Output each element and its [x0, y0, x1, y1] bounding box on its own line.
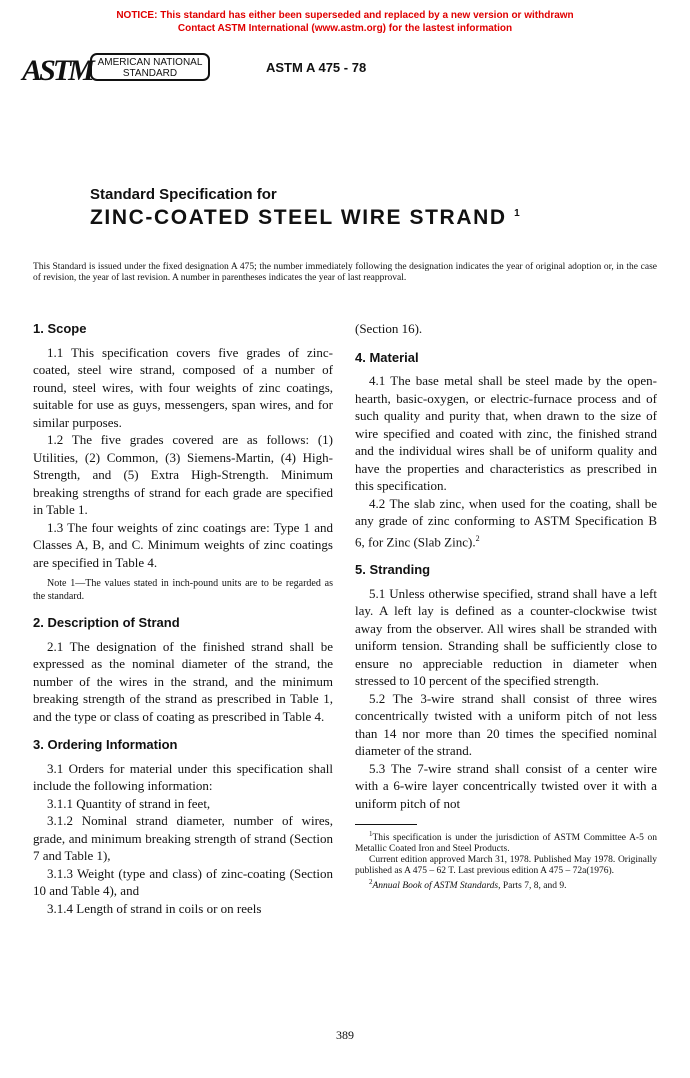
footnote-divider	[355, 824, 417, 825]
para-5-1: 5.1 Unless otherwise specified, strand shall have a left lay. A left lay is defined as a counter-clockwise twist away from the observer. All wires shall be stranded with uniform tension. Stranding shall be sufficiently close to ensure no appreciable reduction in diameter when stressed to 10 percent of the specified strength.	[355, 585, 657, 689]
para-1-1: 1.1 This specification covers five grades of zinc-coated, steel wire strand, composed of a number of round, steel wires, with four weights of zinc coatings, suitable for use as guys, messengers, span wires, and for similar purposes.	[33, 344, 333, 430]
page-title	[90, 206, 520, 230]
para-4-1: 4.1 The base metal shall be steel made by the open-hearth, basic-oxygen, or electric-furnace process and of such quality and purity that, when drawn to the size of wire specified and coated with zinc, the finished strand and the individual wires shall be of uniform quality and have the properties and characteristics as prescribed in this specification.	[355, 373, 657, 493]
page-title-text: ZINC-COATED STEEL WIRE STRAND	[90, 206, 507, 229]
footnote-2-book-title: Annual Book of ASTM Standards	[372, 881, 499, 892]
notice-line-2: Contact ASTM International (www.astm.org) for the lastest information	[177, 23, 513, 34]
title-prefix: Standard Specification for	[90, 186, 277, 203]
note-1: Note 1—The values stated in inch-pound units are to be regarded as the standard.	[33, 578, 333, 602]
right-column	[355, 318, 657, 893]
para-3-1-1: 3.1.1 Quantity of strand in feet,	[47, 795, 211, 811]
section-3-continuation: (Section 16).	[355, 321, 423, 336]
section-5-heading: 5. Stranding	[355, 562, 431, 578]
ans-line-1: AMERICAN NATIONAL	[97, 57, 203, 68]
issued-note: This Standard is issued under the fixed designation A 475; the number immediately following the designation indicates the year of original adoption or, in the case of revision, the year of last revision. A number in parentheses indicates the year of last reapproval.	[33, 262, 657, 283]
para-3-1-2: 3.1.2 Nominal strand diameter, number of wires, grade, and minimum breaking strength of strand (Section 7 and Table 1),	[33, 813, 333, 863]
footnote-1	[355, 829, 657, 855]
section-1-heading: 1. Scope	[33, 321, 87, 336]
para-3-1-3: 3.1.3 Weight (type and class) of zinc-coating (Section 10 and Table 4), and	[33, 865, 333, 898]
astm-logo-mark	[22, 44, 92, 90]
para-1-2: 1.2 The five grades covered are as follows: (1) Utilities, (2) Common, (3) Siemens-Martin, (4) High-Strength, and (5) Extra High-Strength. Minimum breaking strengths of strand for each grade are specified in Table 1.	[33, 432, 333, 517]
astm-logo	[22, 44, 92, 90]
left-column	[33, 318, 333, 917]
footnote-1-history: Current edition approved March 31, 1978. Published May 1978. Originally published as A 475 – 62 T. Last previous edition A 475 – 72a(1976).	[355, 855, 657, 877]
title-footnote-mark: 1	[514, 208, 520, 219]
astm-logo-text: ASTM	[22, 54, 92, 87]
para-1-3: 1.3 The four weights of zinc coatings are: Type 1 and Classes A, B, and C. Minimum weights of zinc coatings are specified in Table 4.	[33, 519, 333, 570]
para-2-1: 2.1 The designation of the finished strand shall be expressed as the nominal diameter of the strand, the number of the wires in the strand, and the minimum breaking strength of the strand as prescribed in Table 1, and the type or class of coating as prescribed in Table 4.	[33, 638, 333, 724]
notice-line-1: NOTICE: This standard has either been superseded and replaced by a new version or withdrawn	[116, 10, 574, 21]
para-3-1: 3.1 Orders for material under this specification shall include the following information:	[33, 760, 333, 793]
section-4-heading: 4. Material	[355, 349, 419, 365]
footnote-1-mark: 1	[369, 830, 373, 839]
american-national-standard-badge	[90, 53, 210, 81]
section-2-heading: 2. Description of Strand	[33, 615, 180, 630]
footnote-ref-2: 2	[475, 533, 480, 543]
para-3-1-4: 3.1.4 Length of strand in coils or on reels	[47, 900, 262, 916]
para-4-2	[355, 495, 657, 551]
ans-line-2: STANDARD	[122, 68, 178, 79]
footnote-2-text: , Parts 7, 8, and 9.	[498, 881, 567, 892]
page-number: 389	[336, 1028, 354, 1042]
designation: ASTM A 475 - 78	[266, 60, 367, 75]
para-5-3: 5.3 The 7-wire strand shall consist of a center wire with a 6-wire layer concentrically twisted over it with a uniform pitch of not	[355, 760, 657, 811]
footnote-1-text: This specification is under the jurisdiction of ASTM Committee A-5 on Metallic Coated Iron and Steel Products.	[355, 833, 657, 855]
section-3-heading: 3. Ordering Information	[33, 737, 178, 752]
para-5-2: 5.2 The 3-wire strand shall consist of three wires concentrically twisted with a uniform pitch of not less than 14 nor more than 20 times the specified nominal diameter of the strand.	[355, 690, 657, 759]
footnote-2-mark: 2	[369, 878, 373, 887]
footnote-2	[355, 877, 657, 892]
para-4-2-text: 4.2 The slab zinc, when used for the coating, shall be any grade of zinc conforming to ASTM Specification B 6, for Zinc (Slab Zinc).	[355, 495, 657, 549]
